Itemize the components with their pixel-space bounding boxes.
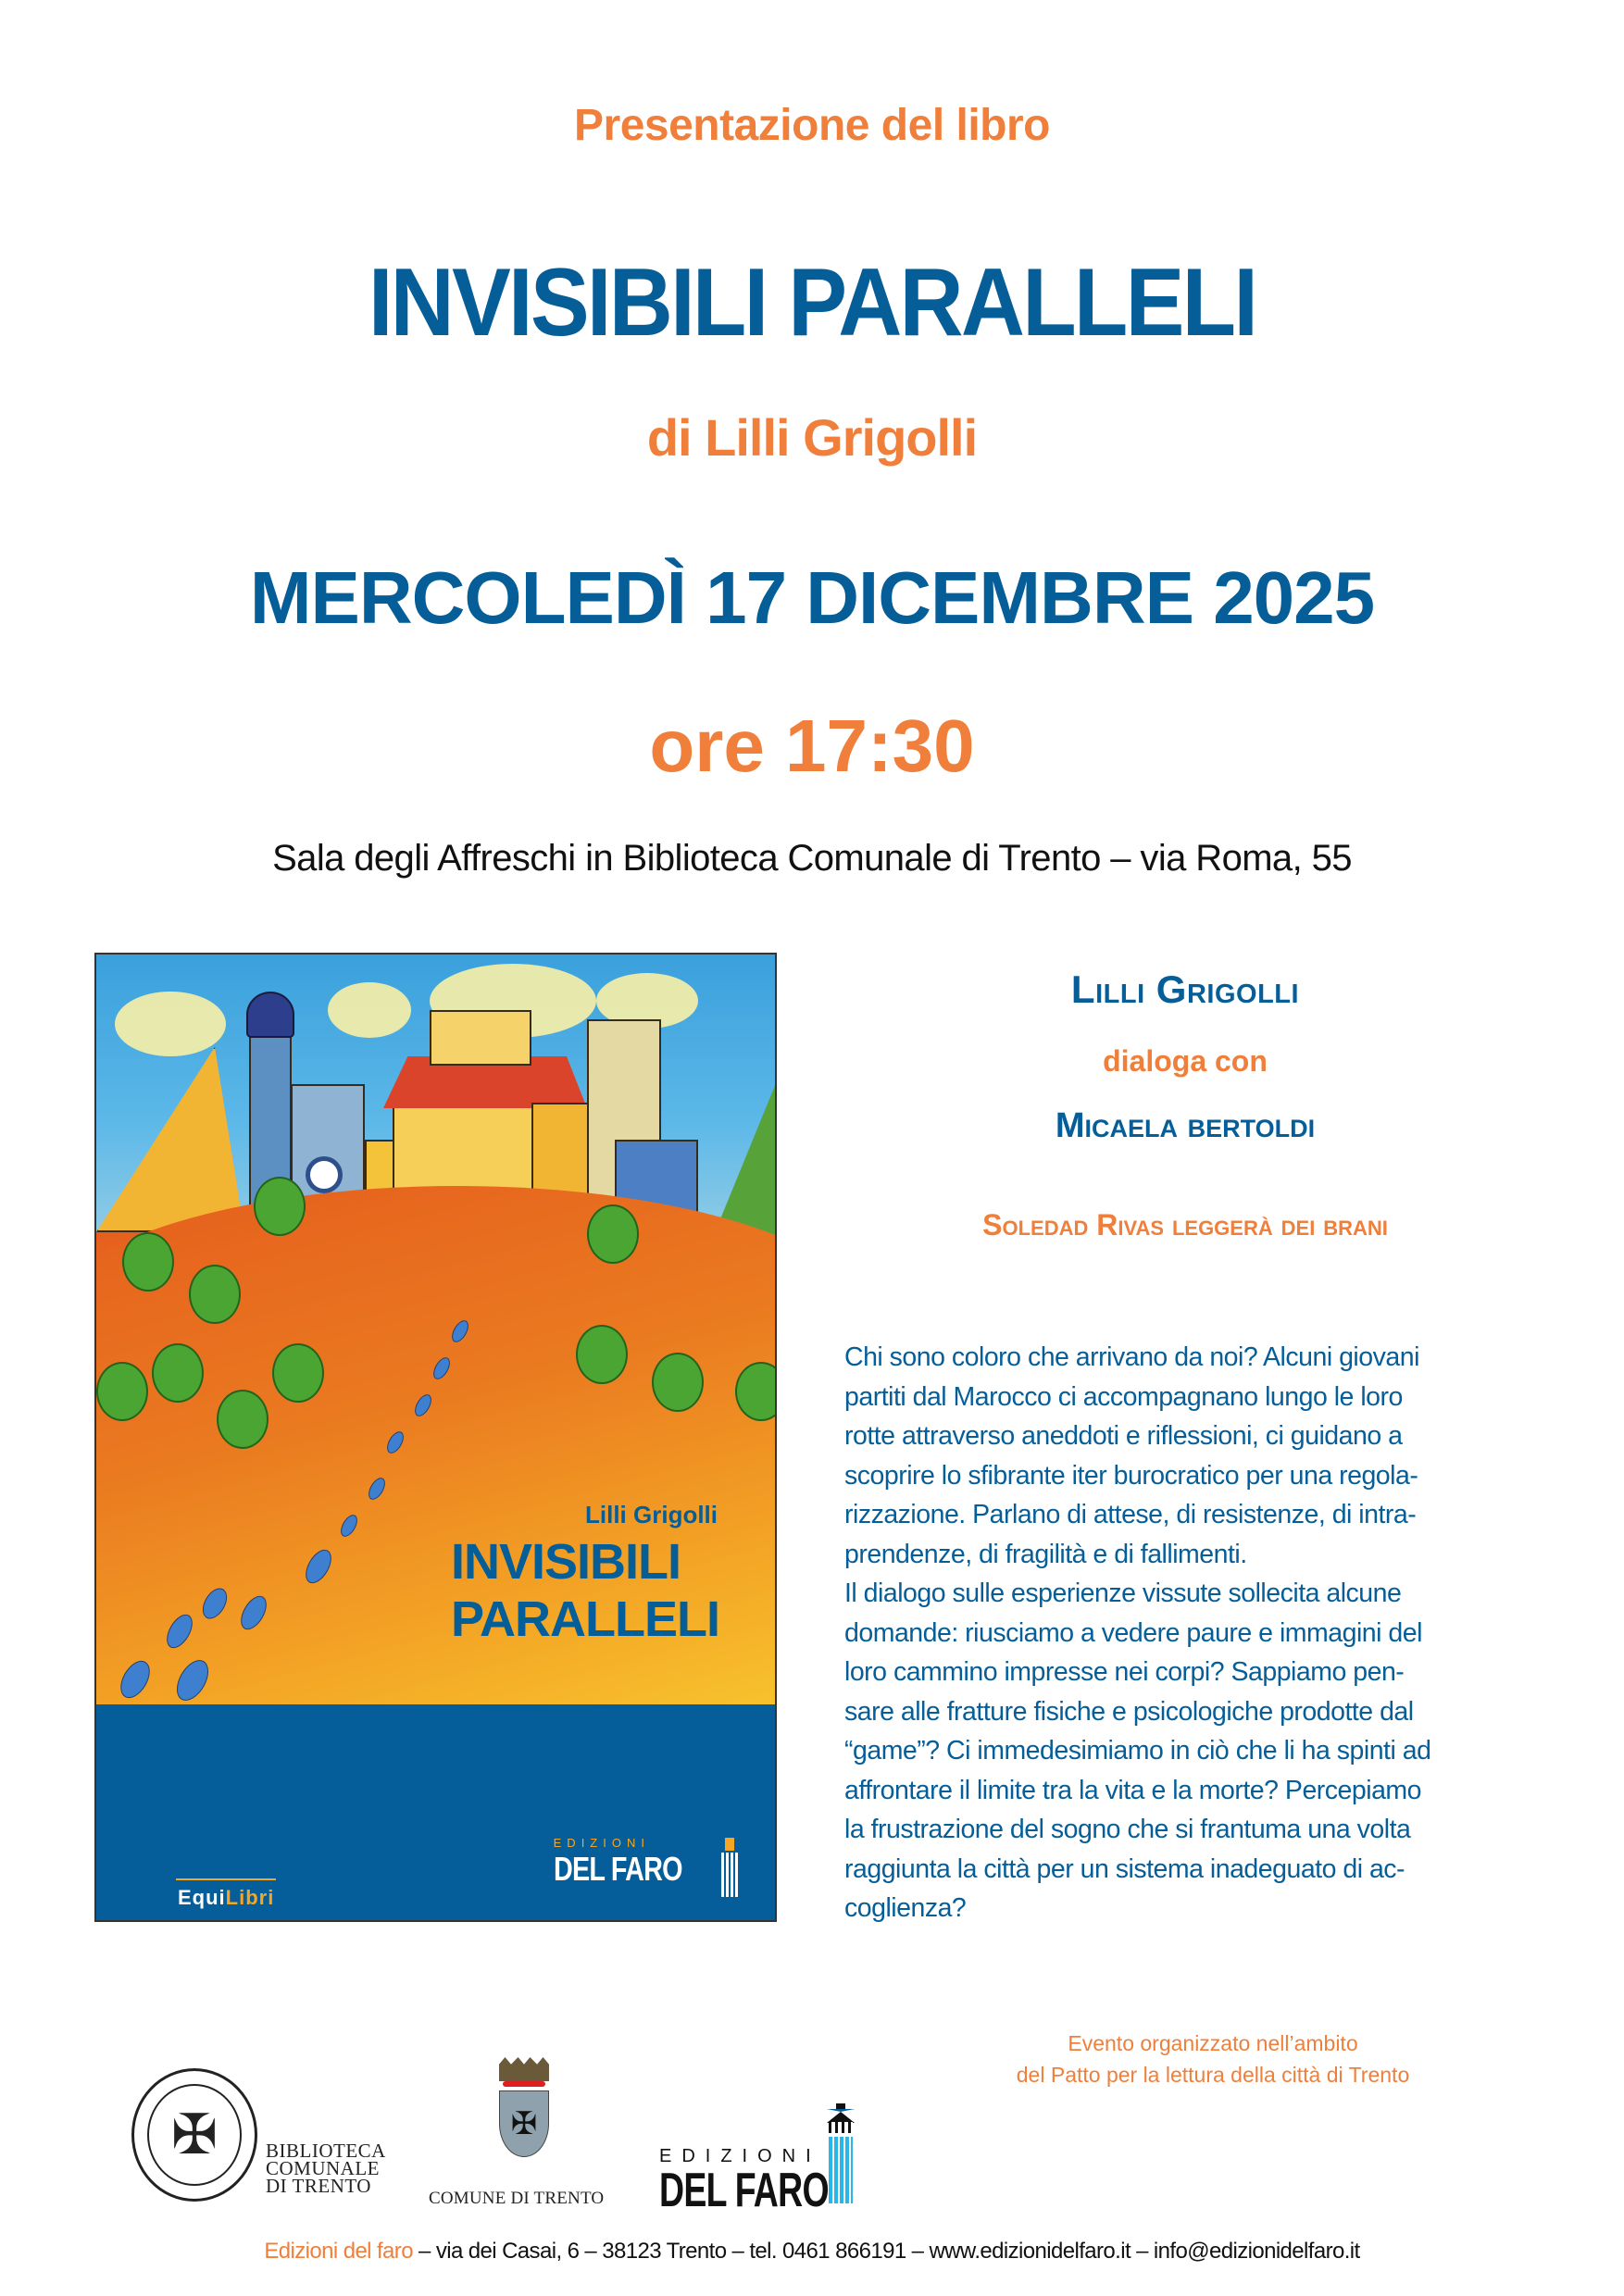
onion-dome <box>246 992 294 1038</box>
equilibri-logo-part1: Equi <box>178 1886 226 1909</box>
cover-illustration <box>96 955 775 1704</box>
rose-window <box>306 1156 343 1193</box>
cover-blue-band <box>96 1704 775 1922</box>
tree-icon <box>96 1362 148 1421</box>
description-line: la frustrazione del sogno che si frantuma una volta <box>844 1815 1411 1844</box>
description-line: domande: riusciamo a vedere paure e immagini del <box>844 1617 1422 1648</box>
equilibri-logo-part2: Libri <box>225 1886 275 1909</box>
organized-line1: Evento organizzato nell’ambito <box>1068 2031 1358 2055</box>
event-venue: Sala degli Affreschi in Biblioteca Comunale di Trento – via Roma, 55 <box>272 838 1352 879</box>
description-line: rizzazione. Parlano di attese, di resistenze, di intra- <box>844 1500 1417 1529</box>
description-line: prendenze, di fragilità e di fallimenti. <box>844 1539 1247 1569</box>
author-line: di Lilli Grigolli <box>646 408 978 467</box>
footer-contact-details: – via dei Casai, 6 – 38123 Trento – tel. 0461 866191 – www.edizionidelfaro.it – info@edizionidelfaro.it <box>412 2239 1360 2264</box>
tree-icon <box>189 1265 241 1324</box>
crown-icon <box>499 2057 549 2081</box>
description-line: “game”? Ci immedesimiamo in ciò che li ha spinti ad <box>844 1736 1431 1766</box>
tree-icon <box>217 1390 269 1449</box>
book-cover-image <box>94 953 777 1922</box>
speaker-author: Lilli Grigolli <box>1070 967 1300 1011</box>
footer-brand: Edizioni del faro <box>264 2239 413 2264</box>
organized-note <box>944 2028 1481 2090</box>
event-time: ore 17:30 <box>649 705 975 787</box>
tree-icon <box>122 1232 174 1292</box>
description-line: Il dialogo sulle esperienze vissute sollecita alcune <box>844 1578 1402 1608</box>
del-faro-cover-small: EDIZIONI <box>553 1836 650 1850</box>
cover-title-line2: PARALLELI <box>451 1591 719 1647</box>
tree-icon <box>152 1343 204 1403</box>
lighthouse-icon <box>721 1838 738 1897</box>
tree-icon <box>576 1325 628 1384</box>
speaker-connector: dialoga con <box>1103 1044 1268 1078</box>
biblioteca-line2: COMUNALE <box>266 2157 380 2179</box>
cover-title-line1: INVISIBILI <box>451 1534 681 1590</box>
cloud-icon <box>328 982 411 1038</box>
organized-line2: del Patto per la lettura della città di Trento <box>1016 2063 1410 2087</box>
cover-title <box>451 1533 719 1648</box>
del-faro-cover-big: DEL FARO <box>553 1850 682 1888</box>
speaker-reader: Soledad Rivas leggerà dei brani <box>982 1208 1388 1242</box>
upper-house <box>430 1010 531 1066</box>
description-line: raggiunta la città per un sistema inadeguato di ac- <box>844 1853 1405 1884</box>
biblioteca-logo-text <box>266 2142 386 2195</box>
del-faro-big: DEL FARO <box>659 2164 829 2217</box>
kicker-presentazione: Presentazione del libro <box>574 101 1050 150</box>
description-line: coglienza? <box>844 1893 967 1923</box>
eagle-shield-icon: ✠ <box>499 2090 549 2157</box>
biblioteca-line3: DI TRENTO <box>266 2175 371 2197</box>
biblioteca-seal-logo <box>131 2068 257 2202</box>
orange-field <box>94 1186 777 1741</box>
del-faro-small: EDIZIONI <box>659 2146 821 2166</box>
description-line: Chi sono coloro che arrivano da noi? Alcuni giovani <box>844 1342 1419 1372</box>
comune-logo-text: COMUNE DI TRENTO <box>429 2189 605 2208</box>
cloud-icon <box>115 992 226 1056</box>
speaker-moderator: Micaela bertoldi <box>1055 1106 1316 1145</box>
equilibri-series-logo <box>178 1886 274 1910</box>
description-line: sare alle fratture fisiche e psicologiche prodotte dal <box>844 1696 1414 1727</box>
eagle-icon: ✠ <box>170 2103 219 2165</box>
tree-icon <box>254 1177 306 1236</box>
footer-contacts <box>0 2239 1624 2265</box>
comune-crest-logo <box>497 2057 551 2168</box>
tree-icon <box>652 1353 704 1412</box>
tree-icon <box>272 1343 324 1403</box>
del-faro-cover-logo <box>554 1836 714 1889</box>
book-description <box>844 1338 1539 1928</box>
description-line: rotte attraverso aneddoti e riflessioni, ci guidano a <box>844 1421 1403 1451</box>
del-faro-footer-logo <box>659 2146 894 2217</box>
biblioteca-line1: BIBLIOTECA <box>266 2140 386 2162</box>
description-line: scoprire lo sfibrante iter burocratico per una regola- <box>844 1460 1418 1491</box>
description-line: affrontare il limite tra la vita e la morte? Percepiamo <box>844 1775 1422 1805</box>
description-line: loro cammino impresse nei corpi? Sappiamo pen- <box>844 1657 1405 1687</box>
tree-icon <box>587 1204 639 1264</box>
event-date: MERCOLEDÌ 17 DICEMBRE 2025 <box>249 556 1375 639</box>
description-line: partiti dal Marocco ci accompagnano lungo le loro <box>844 1381 1403 1412</box>
cover-author: Lilli Grigolli <box>585 1501 718 1529</box>
lighthouse-icon <box>827 2103 855 2203</box>
book-title-heading: INVISIBILI PARALLELI <box>368 249 1256 356</box>
